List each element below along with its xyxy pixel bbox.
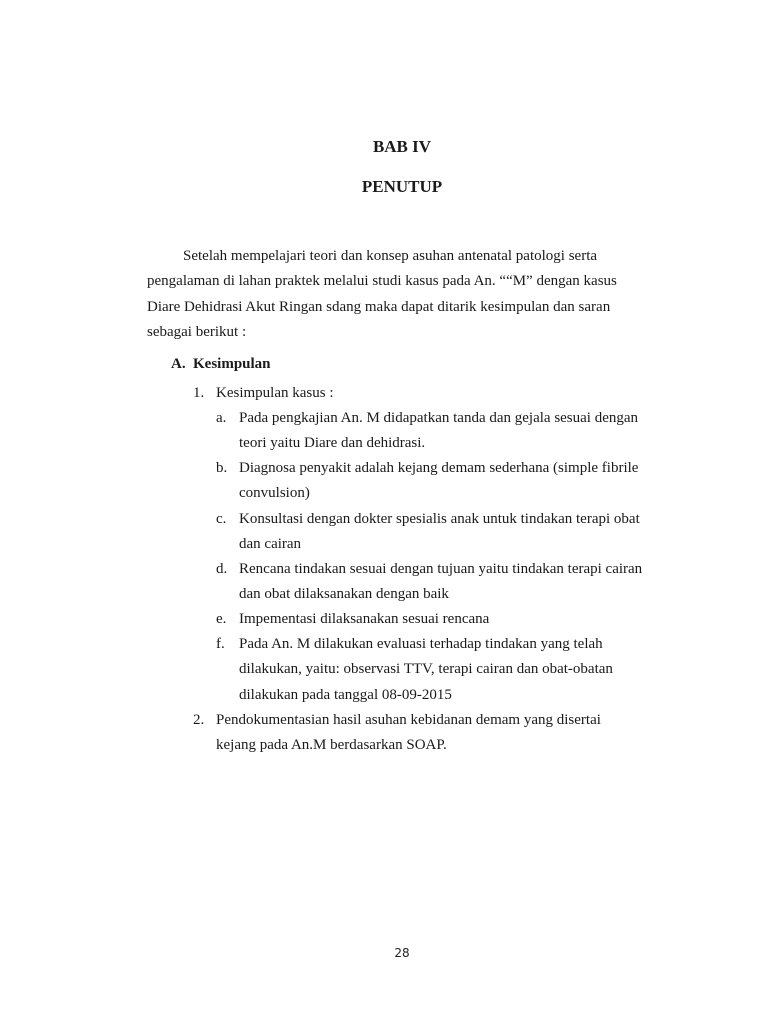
sub-item-line: dilakukan, yaitu: observasi TTV, terapi cairan dan obat-obatan	[239, 661, 613, 678]
sub-item-line: convulsion)	[239, 485, 310, 502]
sub-item-text	[239, 607, 489, 632]
sub-item-marker: c.	[216, 511, 227, 527]
sub-item-line: Pada An. M dilakukan evaluasi terhadap tindakan yang telah	[239, 636, 603, 652]
sub-item-line: teori yaitu Diare dan dehidrasi.	[239, 435, 426, 452]
intro-line: Diare Dehidrasi Akut Ringan sdang maka dapat ditarik kesimpulan dan saran	[147, 298, 611, 315]
sub-item-text	[239, 456, 638, 507]
list-item-line: Pendokumentasian hasil asuhan kebidanan demam yang disertai	[216, 712, 601, 728]
section-marker: A.	[171, 356, 186, 372]
list-item-marker: 2.	[193, 712, 205, 728]
sub-item-line: dilakukan pada tanggal 08-09-2015	[239, 686, 452, 703]
sub-item-marker: e.	[216, 611, 227, 627]
sub-item-text	[239, 557, 642, 608]
list-item-line: kejang pada An.M berdasarkan SOAP.	[216, 737, 447, 754]
section-title: Kesimpulan	[193, 356, 271, 372]
chapter-title: PENUTUP	[361, 177, 443, 196]
intro-line: Setelah mempelajari teori dan konsep asuhan antenatal patologi serta	[183, 248, 598, 264]
chapter-number: BAB IV	[372, 137, 432, 156]
list-item-text: Kesimpulan kasus :	[216, 385, 334, 401]
sub-item-text	[239, 632, 613, 708]
sub-item-text	[239, 507, 640, 558]
sub-item-line: Impementasi dilaksanakan sesuai rencana	[239, 611, 490, 627]
sub-item-line: dan cairan	[239, 536, 302, 553]
intro-line: pengalaman di lahan praktek melalui studi kasus pada An. ““M” dengan kasus	[147, 273, 617, 290]
sub-item-text	[239, 406, 638, 457]
sub-item-marker: b.	[216, 460, 228, 476]
list-item-text	[216, 708, 601, 759]
sub-item-line: Pada pengkajian An. M didapatkan tanda dan gejala sesuai dengan	[239, 410, 639, 426]
page-number: 28	[394, 946, 410, 960]
sub-item-line: Rencana tindakan sesuai dengan tujuan yaitu tindakan terapi cairan	[239, 561, 643, 577]
list-item-marker: 1.	[193, 385, 205, 401]
sub-item-line: Konsultasi dengan dokter spesialis anak untuk tindakan terapi obat	[239, 511, 640, 527]
sub-item-line: dan obat dilaksanakan dengan baik	[239, 586, 449, 603]
sub-item-marker: a.	[216, 410, 227, 426]
sub-item-line: Diagnosa penyakit adalah kejang demam sederhana (simple fibrile	[239, 460, 639, 476]
sub-item-marker: d.	[216, 561, 228, 577]
sub-item-marker: f.	[216, 636, 225, 652]
intro-line: sebagai berikut :	[147, 323, 247, 340]
intro-paragraph	[147, 244, 667, 345]
section-heading-kesimpulan	[171, 356, 271, 373]
